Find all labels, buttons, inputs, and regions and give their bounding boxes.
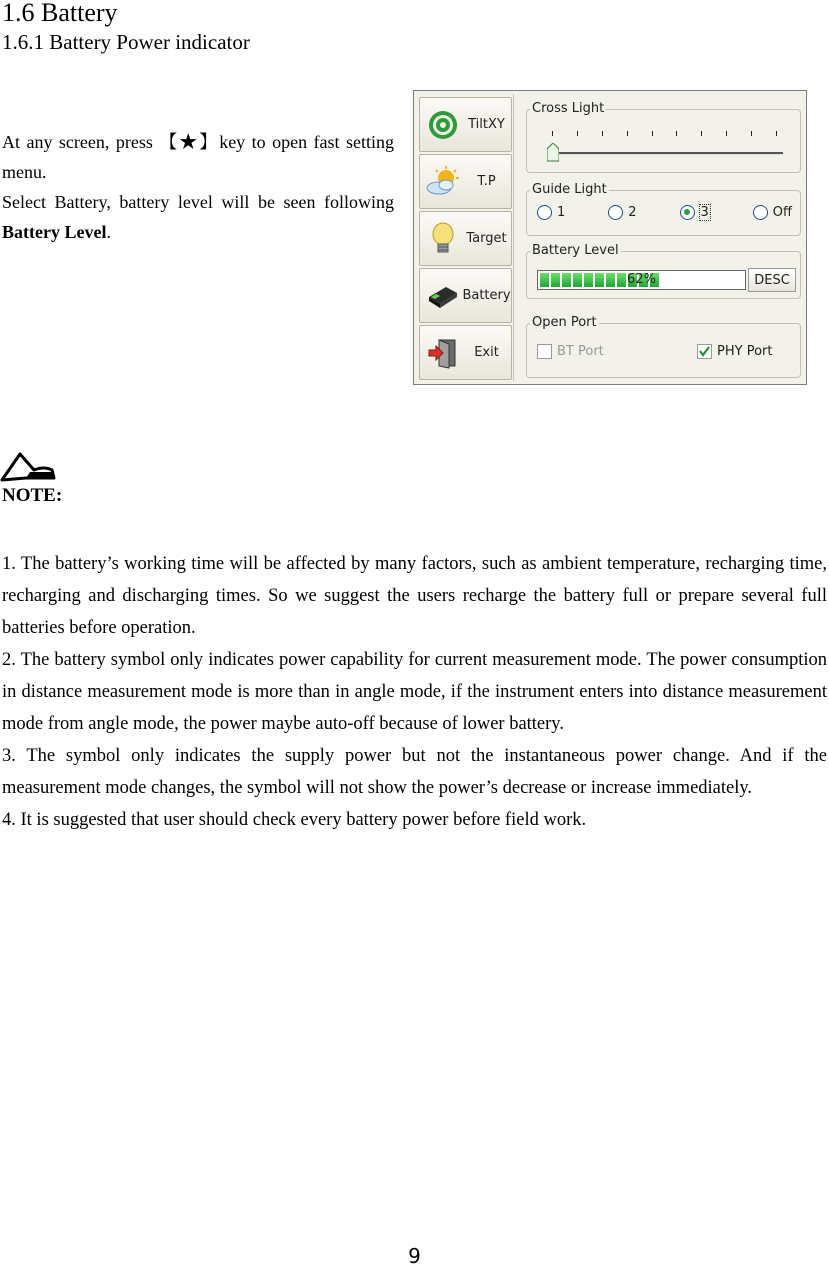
- guide-light-options: [537, 205, 792, 220]
- desc-button[interactable]: DESC: [748, 268, 796, 292]
- side-menu: [417, 94, 514, 381]
- guide-light-option[interactable]: [608, 205, 636, 220]
- note-label: NOTE:: [2, 485, 63, 506]
- menu-label: T.P: [477, 174, 496, 189]
- battery-level-title: Battery Level: [532, 243, 619, 258]
- note-item: 4. It is suggested that user should check every battery power before field work.: [2, 810, 587, 830]
- menu-label: Battery: [462, 288, 511, 303]
- slider-ticks: [552, 131, 777, 136]
- page-number: 9: [408, 1244, 421, 1268]
- open-port-title: Open Port: [532, 315, 597, 330]
- battery-percent: 62%: [627, 272, 656, 287]
- note-item: 3. The symbol only indicates the supply power but not the instantaneous power change. And if the measurement mode changes, the symbol will not show the power’s decrease or increase immediately.: [2, 746, 827, 798]
- checkmark-icon: [698, 345, 711, 358]
- menu-button-tiltxy[interactable]: [419, 97, 512, 152]
- slider-thumb[interactable]: [547, 143, 559, 162]
- guide-light-option[interactable]: [753, 205, 792, 220]
- bt-port-checkbox[interactable]: [537, 344, 604, 359]
- bt-port-label: BT Port: [557, 344, 604, 359]
- section-heading: 1.6 Battery: [2, 0, 118, 27]
- note-item: 1. The battery’s working time will be affected by many factors, such as ambient temperature, recharging time, recharging and discharging times. So we suggest the users recharge the battery full or prepare several full batteries before operation.: [2, 554, 827, 638]
- star-key: 【★】: [159, 132, 220, 152]
- phy-port-label: PHY Port: [717, 344, 773, 359]
- radio-circle[interactable]: [537, 205, 552, 220]
- guide-light-title: Guide Light: [532, 182, 607, 197]
- menu-button-tp[interactable]: [419, 154, 512, 209]
- menu-label: Exit: [474, 345, 499, 360]
- exit-door-icon: [424, 334, 462, 372]
- radio-label: 3: [700, 205, 709, 220]
- lightbulb-icon: [424, 220, 462, 258]
- menu-button-target[interactable]: [419, 211, 512, 266]
- tilt-target-icon: [424, 106, 462, 144]
- battery-level-bold: Battery Level: [2, 222, 107, 242]
- radio-circle[interactable]: [680, 205, 695, 220]
- battery-level-group: [526, 243, 801, 299]
- guide-light-option[interactable]: [537, 205, 565, 220]
- note-item: 2. The battery symbol only indicates power capability for current measurement mode. The power consumption in distance measurement mode is more than in angle mode, if the instrument enters into distance measurement mode from angle mode, the power maybe auto-off because of lower battery.: [2, 650, 827, 734]
- phy-port-checkbox[interactable]: [697, 344, 772, 359]
- fast-setting-menu-screenshot: [413, 90, 807, 385]
- battery-level-bar: [537, 270, 746, 290]
- open-port-group: [526, 315, 801, 378]
- radio-label: Off: [772, 205, 792, 220]
- guide-light-option[interactable]: [680, 205, 710, 220]
- menu-label: TiltXY: [468, 117, 505, 132]
- bt-port-box[interactable]: [537, 344, 552, 359]
- menu-button-exit[interactable]: [419, 325, 512, 380]
- sun-cloud-icon: [424, 163, 462, 201]
- menu-button-battery[interactable]: [419, 268, 512, 323]
- radio-circle[interactable]: [608, 205, 623, 220]
- note-pencil-icon: [0, 448, 56, 489]
- cross-light-title: Cross Light: [532, 101, 605, 116]
- radio-label: 2: [628, 205, 637, 220]
- radio-circle[interactable]: [753, 205, 768, 220]
- intro-text: At any screen, press 【★】key to open fast setting menu. Select Battery, battery level will be seen following Battery Level.: [2, 132, 394, 242]
- radio-label: 1: [557, 205, 566, 220]
- menu-label: Target: [466, 231, 507, 246]
- phy-port-box[interactable]: [697, 344, 712, 359]
- notes-body: [2, 548, 827, 836]
- cross-light-group: [526, 101, 801, 173]
- cross-light-slider[interactable]: [547, 152, 783, 155]
- guide-light-group: [526, 182, 801, 236]
- battery-icon: [424, 277, 462, 315]
- subsection-heading: 1.6.1 Battery Power indicator: [2, 30, 250, 54]
